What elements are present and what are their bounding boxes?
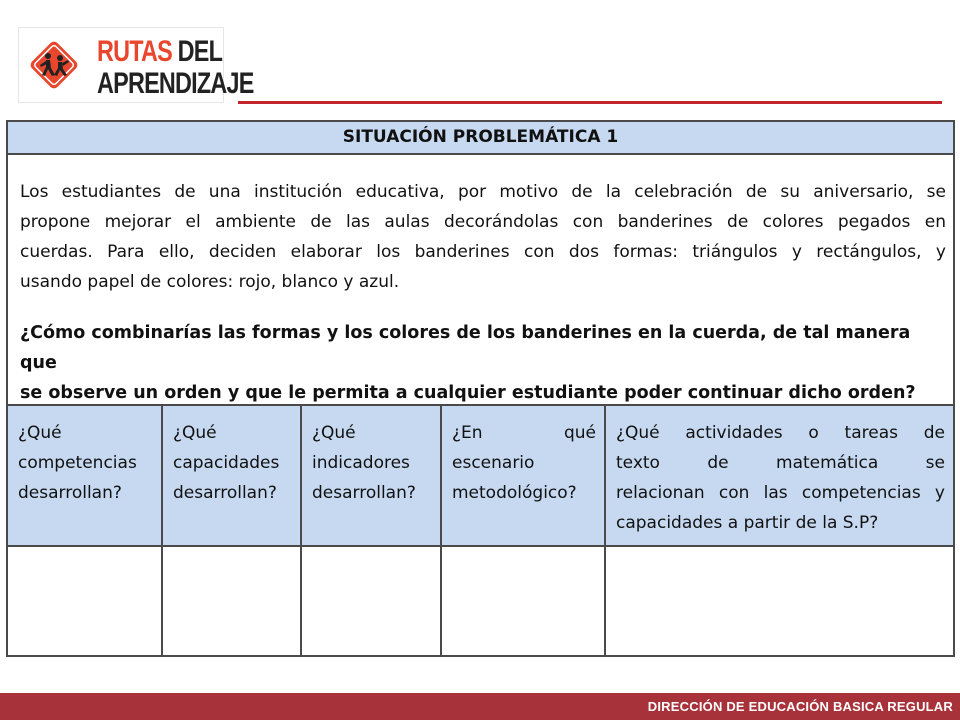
- header-line: ¿Qué: [173, 423, 217, 443]
- header-line: relacionan con las competencias y: [616, 483, 945, 503]
- table-title: SITUACIÓN PROBLEMÁTICA 1: [8, 122, 953, 155]
- description-line: usando papel de colores: rojo, blanco y azul.: [20, 272, 400, 292]
- footer-text: DIRECCIÓN DE EDUCACIÓN BASICA REGULAR: [647, 699, 953, 714]
- footer-bar: [0, 693, 960, 720]
- header-line: capacidades: [173, 453, 280, 473]
- children-running-icon: [26, 37, 82, 93]
- header-line: desarrollan?: [312, 483, 416, 503]
- header-line: capacidades a partir de la S.P?: [616, 513, 879, 533]
- header-divider: [238, 101, 942, 104]
- header-line: ¿Qué actividades o tareas de: [616, 423, 945, 443]
- header-line: texto de matemática se: [616, 453, 945, 473]
- answer-cell-actividades[interactable]: [606, 547, 953, 655]
- header-line: metodológico?: [452, 483, 577, 503]
- answer-cell-escenario[interactable]: [442, 547, 606, 655]
- situation-description: [20, 177, 946, 297]
- description-line: cuerdas. Para ello, deciden elaborar los banderines con dos formas: triángulos y rectángulos, y: [20, 242, 946, 262]
- header-line: desarrollan?: [173, 483, 277, 503]
- answer-cell-competencias[interactable]: [8, 547, 163, 655]
- header-line: competencias: [18, 453, 137, 473]
- logo-rutas-del-aprendizaje: [18, 27, 254, 103]
- header-indicadores: [302, 404, 442, 547]
- logo-word-rutas: RUTAS: [97, 35, 172, 68]
- header-line: ¿En qué: [452, 423, 596, 443]
- answer-cell-capacidades[interactable]: [163, 547, 302, 655]
- description-line: Los estudiantes de una institución educativa, por motivo de la celebración de su aniversario, se: [20, 182, 946, 202]
- header-escenario: [442, 404, 606, 547]
- problem-situation-table: [6, 120, 955, 657]
- description-line: propone mejorar el ambiente de las aulas decorándolas con banderines de colores pegados en: [20, 212, 946, 232]
- logo-word-del: DEL: [171, 35, 223, 68]
- question-line: se observe un orden y que le permita a cualquier estudiante poder continuar dicho orden?: [20, 383, 916, 403]
- header-actividades: [606, 404, 953, 547]
- header-line: ¿Qué: [312, 423, 356, 443]
- guiding-question: [20, 318, 946, 408]
- header-line: escenario: [452, 453, 535, 473]
- header-line: desarrollan?: [18, 483, 122, 503]
- question-line: ¿Cómo combinarías las formas y los colores de los banderines en la cuerda, de tal manera que: [20, 323, 911, 373]
- header-line: ¿Qué: [18, 423, 62, 443]
- header-competencias: [8, 404, 163, 547]
- answer-cell-indicadores[interactable]: [302, 547, 442, 655]
- logo-word-aprendizaje: APRENDIZAJE: [97, 67, 254, 100]
- header-line: indicadores: [312, 453, 410, 473]
- header-capacidades: [163, 404, 302, 547]
- logo-wordmark: [97, 36, 254, 100]
- analysis-grid: [8, 404, 953, 655]
